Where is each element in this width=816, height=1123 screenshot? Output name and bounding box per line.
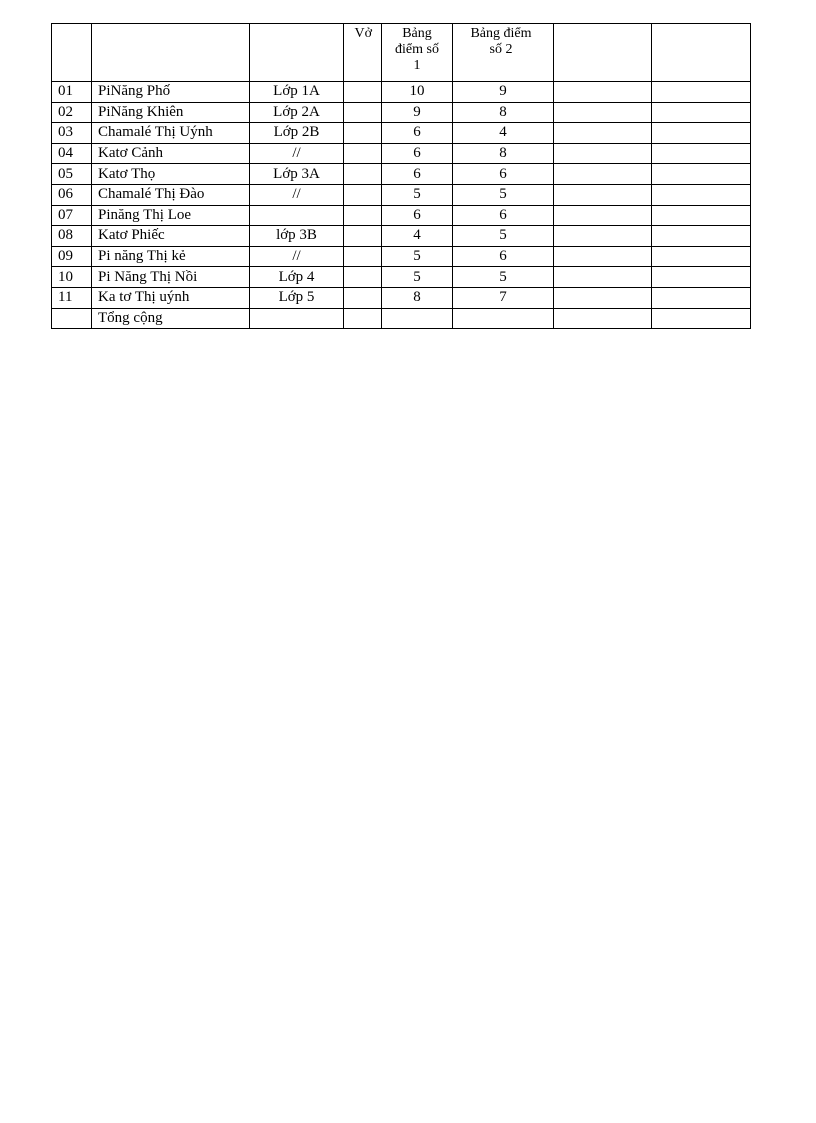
extra-cell xyxy=(554,102,652,123)
table-row xyxy=(52,246,751,267)
score-2-cell: 6 xyxy=(453,164,554,185)
score-1-cell: 6 xyxy=(382,143,453,164)
extra-cell xyxy=(652,226,751,247)
table-row xyxy=(52,82,751,103)
extra-cell xyxy=(554,164,652,185)
vo-cell xyxy=(344,287,382,308)
vo-cell xyxy=(344,246,382,267)
extra-cell xyxy=(652,123,751,144)
extra-cell xyxy=(554,184,652,205)
score-table xyxy=(51,23,751,329)
vo-cell xyxy=(344,82,382,103)
stt-cell: 07 xyxy=(52,205,92,226)
stt-cell: 02 xyxy=(52,102,92,123)
score-2-cell: 7 xyxy=(453,287,554,308)
total-cell xyxy=(554,308,652,329)
name-cell: Katơ Cảnh xyxy=(92,143,250,164)
total-cell xyxy=(382,308,453,329)
extra-cell xyxy=(652,102,751,123)
class-cell: Lớp 5 xyxy=(250,287,344,308)
score-1-cell: 6 xyxy=(382,164,453,185)
vo-cell xyxy=(344,226,382,247)
score-2-cell: 6 xyxy=(453,205,554,226)
table-row xyxy=(52,184,751,205)
extra-cell xyxy=(554,246,652,267)
score-2-cell: 9 xyxy=(453,82,554,103)
total-cell xyxy=(652,308,751,329)
header-cell xyxy=(52,24,92,82)
name-cell: PiNăng Phố xyxy=(92,82,250,103)
header-cell xyxy=(250,24,344,82)
score-1-cell: 5 xyxy=(382,246,453,267)
header-cell xyxy=(92,24,250,82)
score-1-cell: 8 xyxy=(382,287,453,308)
score-1-cell: 4 xyxy=(382,226,453,247)
table-row xyxy=(52,205,751,226)
stt-cell: 06 xyxy=(52,184,92,205)
class-cell xyxy=(250,205,344,226)
name-cell: PiNăng Khiên xyxy=(92,102,250,123)
vo-cell xyxy=(344,123,382,144)
vo-cell xyxy=(344,267,382,288)
extra-cell xyxy=(554,205,652,226)
table-row xyxy=(52,143,751,164)
class-cell: Lớp 4 xyxy=(250,267,344,288)
extra-cell xyxy=(554,82,652,103)
extra-cell xyxy=(652,143,751,164)
table-row xyxy=(52,164,751,185)
extra-cell xyxy=(652,184,751,205)
score-1-cell: 5 xyxy=(382,267,453,288)
class-cell: // xyxy=(250,246,344,267)
extra-cell xyxy=(652,205,751,226)
score-1-cell: 5 xyxy=(382,184,453,205)
name-cell: Pinăng Thị Loe xyxy=(92,205,250,226)
extra-cell xyxy=(652,246,751,267)
extra-cell xyxy=(554,143,652,164)
extra-cell xyxy=(554,226,652,247)
class-cell: Lớp 2B xyxy=(250,123,344,144)
extra-cell xyxy=(554,287,652,308)
score-2-cell: 5 xyxy=(453,267,554,288)
vo-cell xyxy=(344,102,382,123)
name-cell: Katơ Phiếc xyxy=(92,226,250,247)
class-cell: // xyxy=(250,143,344,164)
vo-cell xyxy=(344,143,382,164)
table-row xyxy=(52,226,751,247)
vo-cell xyxy=(344,205,382,226)
stt-cell: 11 xyxy=(52,287,92,308)
header-score-2: Bảng điểm số 2 xyxy=(453,24,554,82)
vo-cell xyxy=(344,184,382,205)
score-1-cell: 9 xyxy=(382,102,453,123)
score-2-cell: 6 xyxy=(453,246,554,267)
score-1-cell: 10 xyxy=(382,82,453,103)
class-cell: // xyxy=(250,184,344,205)
stt-cell: 08 xyxy=(52,226,92,247)
score-2-cell: 5 xyxy=(453,184,554,205)
stt-cell: 03 xyxy=(52,123,92,144)
extra-cell xyxy=(652,164,751,185)
name-cell: Ka tơ Thị uýnh xyxy=(92,287,250,308)
header-cell xyxy=(652,24,751,82)
name-cell: Pi Năng Thị Nồi xyxy=(92,267,250,288)
name-cell: Katơ Thọ xyxy=(92,164,250,185)
stt-cell: 05 xyxy=(52,164,92,185)
extra-cell xyxy=(652,267,751,288)
name-cell: Pi năng Thị kẻ xyxy=(92,246,250,267)
name-cell: Chamalé Thị Đào xyxy=(92,184,250,205)
stt-cell: 10 xyxy=(52,267,92,288)
stt-cell: 09 xyxy=(52,246,92,267)
name-cell: Chamalé Thị Uýnh xyxy=(92,123,250,144)
header-cell xyxy=(554,24,652,82)
class-cell: Lớp 2A xyxy=(250,102,344,123)
score-1-cell: 6 xyxy=(382,205,453,226)
total-label: Tổng cộng xyxy=(92,308,250,329)
header-vo: Vở xyxy=(344,24,382,82)
extra-cell xyxy=(652,287,751,308)
stt-cell: 01 xyxy=(52,82,92,103)
class-cell: lớp 3B xyxy=(250,226,344,247)
table-row xyxy=(52,123,751,144)
header-row xyxy=(52,24,751,82)
score-2-cell: 8 xyxy=(453,143,554,164)
class-cell: Lớp 1A xyxy=(250,82,344,103)
stt-cell: 04 xyxy=(52,143,92,164)
class-cell: Lớp 3A xyxy=(250,164,344,185)
table-row xyxy=(52,102,751,123)
extra-cell xyxy=(652,82,751,103)
total-cell xyxy=(453,308,554,329)
total-row xyxy=(52,308,751,329)
table-row xyxy=(52,287,751,308)
extra-cell xyxy=(554,123,652,144)
extra-cell xyxy=(554,267,652,288)
total-cell xyxy=(344,308,382,329)
total-stt-cell xyxy=(52,308,92,329)
total-cell xyxy=(250,308,344,329)
score-2-cell: 8 xyxy=(453,102,554,123)
vo-cell xyxy=(344,164,382,185)
score-2-cell: 4 xyxy=(453,123,554,144)
header-score-1: Bảng điểm số 1 xyxy=(382,24,453,82)
score-1-cell: 6 xyxy=(382,123,453,144)
score-2-cell: 5 xyxy=(453,226,554,247)
table-row xyxy=(52,267,751,288)
